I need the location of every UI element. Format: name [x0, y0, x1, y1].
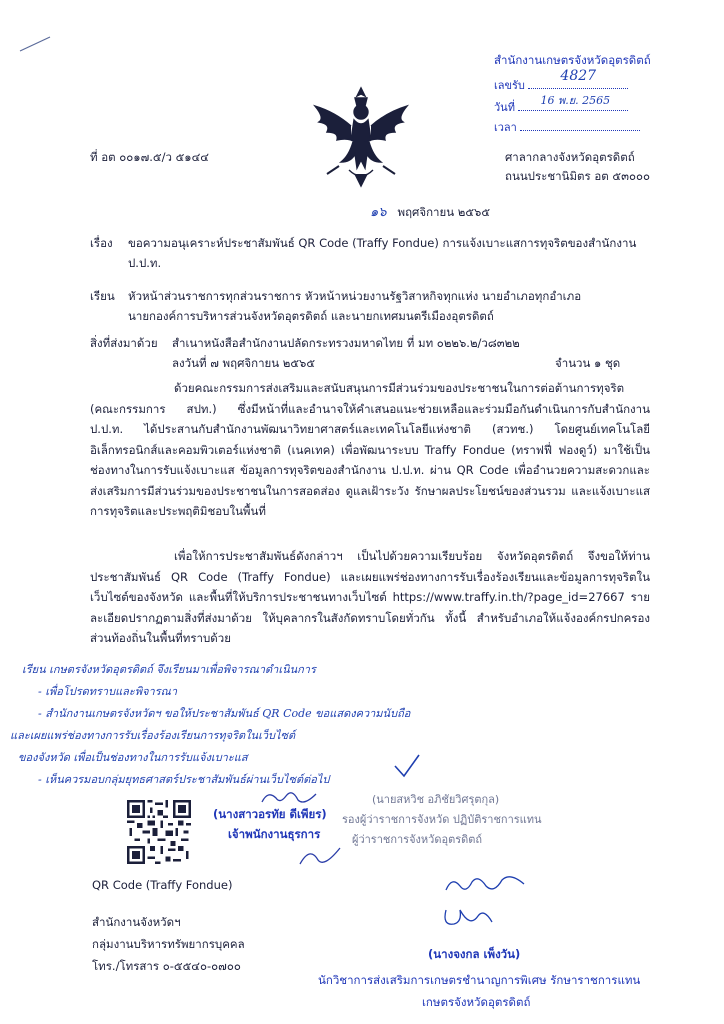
garuda-emblem — [305, 82, 417, 188]
governor-position-2: ผู้ว่าราชการจังหวัดอุตรดิตถ์ — [352, 833, 483, 846]
handwritten-note-line3: - สำนักงานเกษตรจังหวัดฯ ขอให้ประชาสัมพันธ์ QR Code ขอแสดงความนับถือ — [38, 707, 411, 720]
handwritten-note-line5: ของจังหวัด เพื่อเป็นช่องทางในการรับแจ้งเบาะแส — [18, 751, 248, 764]
officer-signature-2 — [440, 902, 496, 932]
sender-address-line2: ถนนประชานิมิตร อต ๕๓๐๐๐ — [505, 169, 650, 183]
receipt-number-value: 4827 — [560, 68, 597, 84]
governor-name: (นายสหวิช อภิชัยวิศรุตกุล) — [372, 793, 500, 806]
body-paragraph-1: ด้วยคณะกรรมการส่งเสริมและสนับสนุนการมีส่วนร่วมของประชาชนในการต่อต้านการทุจริต (คณะกรรมการ สปท.) ซึ่งมีหน้าที่และอำนาจให้คำเสนอแนะช่วยเหลือและร่วมมือกันดำเนินการกับสำนักงาน ป.ป.ท. ได้ประสานกับสำนักงานพัฒนาวิทยาศาสตร์และเทคโนโลยีแห่งชาติ (สวทช.) โดยศูนย์เทคโนโลยีอิเล็กทรอนิกส์และคอมพิวเตอร์แห่งชาติ (เนคเทค) เพื่อพัฒนาระบบ Traffy Fondue (ทราฟฟี่ ฟองดูว์) มาใช้เป็นช่องทางในการรับแจ้งเบาะแส ข้อมูลการทุจริตของสำนักงาน ป.ป.ท. ผ่าน QR Code เพื่ออำนวยความสะดวกและส่งเสริมการมีส่วนร่วมของประชาชนในการสอดส่อง ดูแลเฝ้าระวัง รักษาผลประโยชน์ของส่วนรวม และแจ้งเบาะแสการทุจริตและประพฤติมิชอบในพื้นที่ — [90, 381, 650, 518]
handwritten-note-line4: และเผยแพร่ช่องทางการรับเรื่องร้องเรียนการทุจริตในเว็บไซต์ — [10, 729, 296, 742]
receipt-number-label: เลขรับ — [494, 79, 525, 92]
clerk-position: เจ้าพนักงานธุรการ — [228, 827, 321, 841]
enclosure-line2: ลงวันที่ ๗ พฤศจิกายน ๒๕๖๕ — [172, 356, 316, 370]
governor-position-1: รองผู้ว่าราชการจังหวัด ปฏิบัติราชการแทน — [342, 813, 542, 826]
initial-mark — [296, 842, 344, 872]
letter-date — [370, 205, 490, 220]
officer-position-2: เกษตรจังหวัดอุตรดิตถ์ — [422, 995, 531, 1009]
enclosure-label: สิ่งที่ส่งมาด้วย — [90, 336, 158, 350]
enclosure-line1: สำเนาหนังสือสำนักงานปลัดกระทรวงมหาดไทย ที่ มท ๐๒๒๖.๒/ว๘๓๒๒ — [172, 336, 520, 350]
letter-date-day: ๑๖ — [370, 205, 387, 220]
receipt-date-value: 16 พ.ย. 2565 — [540, 94, 611, 107]
footer-group: กลุ่มงานบริหารทรัพยากรบุคคล — [92, 937, 245, 951]
sender-address-line1: ศาลากลางจังหวัดอุตรดิตถ์ — [505, 150, 635, 164]
officer-position-1: นักวิชาการส่งเสริมการเกษตรชำนาญการพิเศษ รักษาราชการแทน — [318, 973, 641, 987]
subject-line2: ป.ป.ท. — [128, 256, 162, 270]
enclosure-amount: จำนวน ๑ ชุด — [555, 356, 621, 370]
receipt-stamp — [468, 46, 678, 134]
handwritten-tick — [392, 752, 422, 780]
officer-signature-1 — [442, 870, 528, 900]
recipient-line1: หัวหน้าส่วนราชการทุกส่วนราชการ หัวหน้าหน่วยงานรัฐวิสาหกิจทุกแห่ง นายอำเภอทุกอำเภอ — [128, 289, 582, 303]
footer-phone: โทร./โทรสาร ๐-๕๕๔๐-๐๗๐๐ — [92, 959, 241, 973]
receipt-date-label: วันที่ — [494, 101, 515, 114]
officer-name: (นางจงกล เพ็งวัน) — [428, 947, 521, 961]
clerk-name: (นางสาวอรทัย ดีเพียร) — [213, 807, 327, 821]
subject-line1: ขอความอนุเคราะห์ประชาสัมพันธ์ QR Code (Traffy Fondue) การแจ้งเบาะแสการทุจริตของสำนักงาน — [128, 236, 637, 250]
scan-mark — [18, 34, 52, 54]
receipt-stamp-office: สำนักงานเกษตรจังหวัดอุตรดิตถ์ — [494, 53, 651, 67]
qr-code — [127, 800, 191, 864]
handwritten-note-line1: เรียน เกษตรจังหวัดอุตรดิตถ์ จึงเรียนมาเพื่อพิจารณาดำเนินการ — [22, 663, 316, 676]
receipt-time-label: เวลา — [494, 121, 517, 134]
qr-caption: QR Code (Traffy Fondue) — [92, 878, 233, 892]
footer-office: สำนักงานจังหวัดฯ — [92, 915, 181, 929]
handwritten-note-line6: - เห็นควรมอบกลุ่มยุทธศาสตร์ประชาสัมพันธ์ผ่านเว็บไซต์ต่อไป — [38, 773, 330, 786]
recipient-label: เรียน — [90, 289, 115, 303]
body-paragraph-2: เพื่อให้การประชาสัมพันธ์ดังกล่าวฯ เป็นไปด้วยความเรียบร้อย จังหวัดอุตรดิตถ์ จึงขอให้ท่านประชาสัมพันธ์ QR Code (Traffy Fondue) และเผยแพร่ช่องทางการรับเรื่องร้องเรียนและข้อมูลการทุจริตในเว็บไซต์ของจังหวัด และพื้นที่ให้บริการประชาชนทางเว็บไซต์ https://www.traffy.in.th/?page_id=27667 รายละเอียดปรากฏตามสิ่งที่ส่งมาด้วย ให้บุคลากรในสังกัดทราบโดยทั่วกัน ทั้งนี้ สำหรับอำเภอให้แจ้งองค์กรปกครองส่วนท้องถิ่นในพื้นที่ทราบด้วย — [90, 549, 650, 645]
letter-date-month-year: พฤศจิกายน ๒๕๖๕ — [397, 205, 491, 219]
reference-number: ที่ อต ๐๐๑๗.๕/ว ๕๑๔๔ — [90, 150, 210, 164]
recipient-line2: นายกองค์การบริหารส่วนจังหวัดอุตรดิตถ์ และนายกเทศมนตรีเมืองอุตรดิตถ์ — [128, 309, 494, 323]
handwritten-note-line2: - เพื่อโปรดทราบและพิจารณา — [38, 685, 177, 698]
subject-label: เรื่อง — [90, 236, 113, 250]
